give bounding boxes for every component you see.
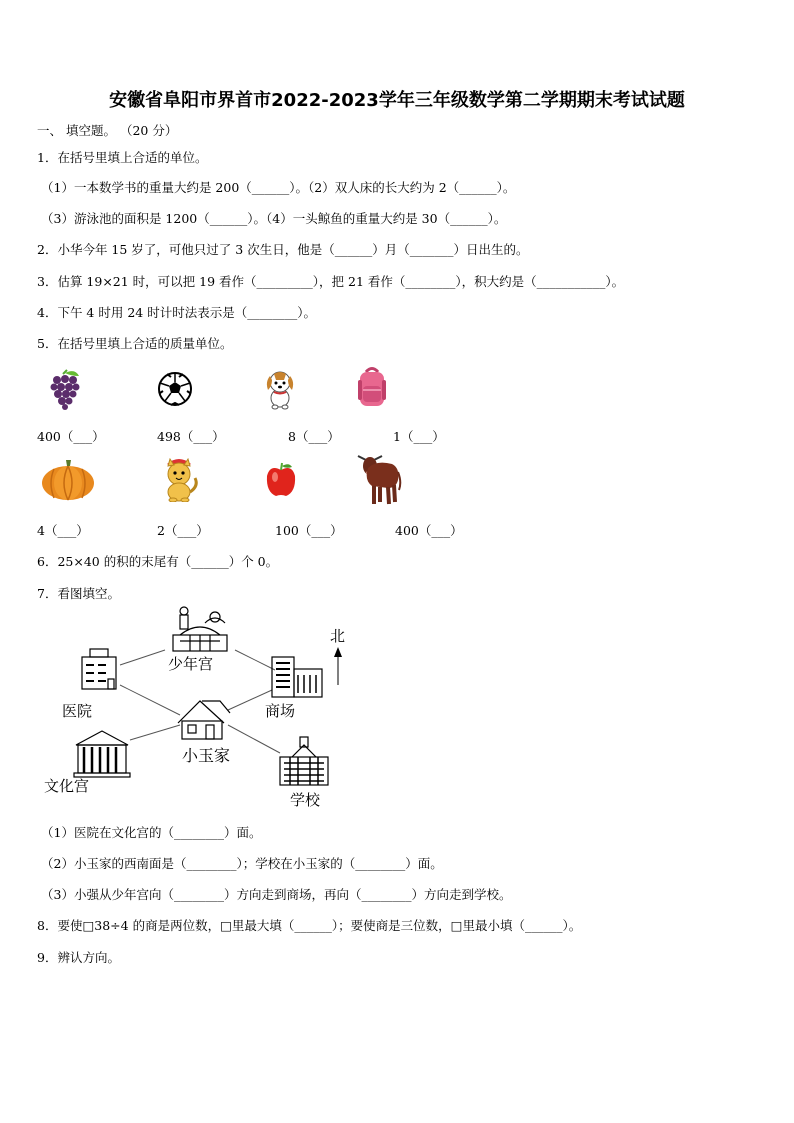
pumpkin-icon: [40, 458, 96, 502]
question-1-stem: 1．在括号里填上合适的单位。: [37, 150, 208, 165]
question-7-stem: 7．看图填空。: [37, 586, 120, 601]
question-6: 6．25×40 的积的末尾有（______）个 0。: [37, 554, 279, 569]
mass-blank-grapes: 400（___）: [37, 429, 105, 444]
kitten-icon: [157, 456, 201, 502]
north-label: 北: [330, 627, 346, 645]
question-7-sub-2: （2）小玉家的西南面是（________）；学校在小玉家的（________）面。: [41, 856, 443, 871]
question-3: 3．估算 19×21 时，可以把 19 看作（_________），把 21 看作（________），积大约是（___________）。: [37, 274, 625, 289]
question-8: 8．要使□38÷4 的商是两位数，□里最大填（______）；要使商是三位数，□里最小填（______）。: [37, 918, 582, 933]
line-palace-mall: [235, 650, 275, 670]
line-hospital-home: [120, 685, 180, 715]
backpack-icon: [355, 366, 389, 410]
section-heading: 一、 填空题。 （20 分）: [37, 123, 178, 138]
school-building-icon: [280, 737, 328, 785]
question-1-line-2: （3）游泳池的面积是 1200（______）。（4）一头鲸鱼的重量大约是 30（______）。: [41, 211, 507, 226]
mall-building-icon: [272, 657, 322, 697]
question-4: 4．下午 4 时用 24 时计时法表示是（________）。: [37, 305, 316, 320]
question-1-line-1: （1）一本数学书的重量大约是 200（______）。（2）双人床的长大约为 2（______）。: [41, 180, 516, 195]
school-label: 学校: [290, 791, 321, 809]
apple-icon: [264, 462, 298, 498]
culture-label: 文化宫: [44, 777, 90, 795]
question-7-sub-1: （1）医院在文化宫的（________）面。: [41, 825, 262, 840]
mass-blank-soccer-ball: 498（___）: [157, 429, 225, 444]
grapes-icon: [47, 368, 83, 410]
cow-icon: [352, 452, 402, 510]
question-7-sub-3: （3）小强从少年宫向（________）方向走到商场，再向（________）方向走到学校。: [41, 887, 512, 902]
hospital-label: 医院: [62, 702, 93, 720]
question-9: 9．辨认方向。: [37, 950, 120, 965]
puppy-icon: [262, 368, 298, 410]
direction-map: [40, 605, 370, 815]
mass-blank-pumpkin: 4（___）: [37, 523, 89, 538]
soccer-ball-icon: [157, 371, 193, 407]
hospital-building-icon: [82, 649, 116, 689]
page-title: 安徽省阜阳市界首市2022-2023学年三年级数学第二学期期末考试试题: [109, 90, 685, 111]
mass-blank-backpack: 1（___）: [393, 429, 445, 444]
north-arrow-icon: [334, 647, 342, 685]
question-2: 2．小华今年 15 岁了，可他只过了 3 次生日，他是（______）月（_______）日出生的。: [37, 242, 529, 257]
home-house-icon: [178, 701, 230, 739]
mass-blank-apple: 100（___）: [275, 523, 343, 538]
line-home-school: [228, 725, 280, 753]
mass-blank-kitten: 2（___）: [157, 523, 209, 538]
line-hospital-palace: [120, 650, 165, 665]
palace-building-icon: [173, 607, 227, 651]
palace-label: 少年宫: [168, 655, 214, 673]
mass-blank-cow: 400（___）: [395, 523, 463, 538]
culture-building-icon: [74, 731, 130, 777]
home-label: 小玉家: [182, 746, 231, 765]
mass-blank-puppy: 8（___）: [288, 429, 340, 444]
mall-label: 商场: [265, 702, 296, 720]
line-home-culture: [130, 725, 180, 740]
question-5-stem: 5．在括号里填上合适的质量单位。: [37, 336, 233, 351]
